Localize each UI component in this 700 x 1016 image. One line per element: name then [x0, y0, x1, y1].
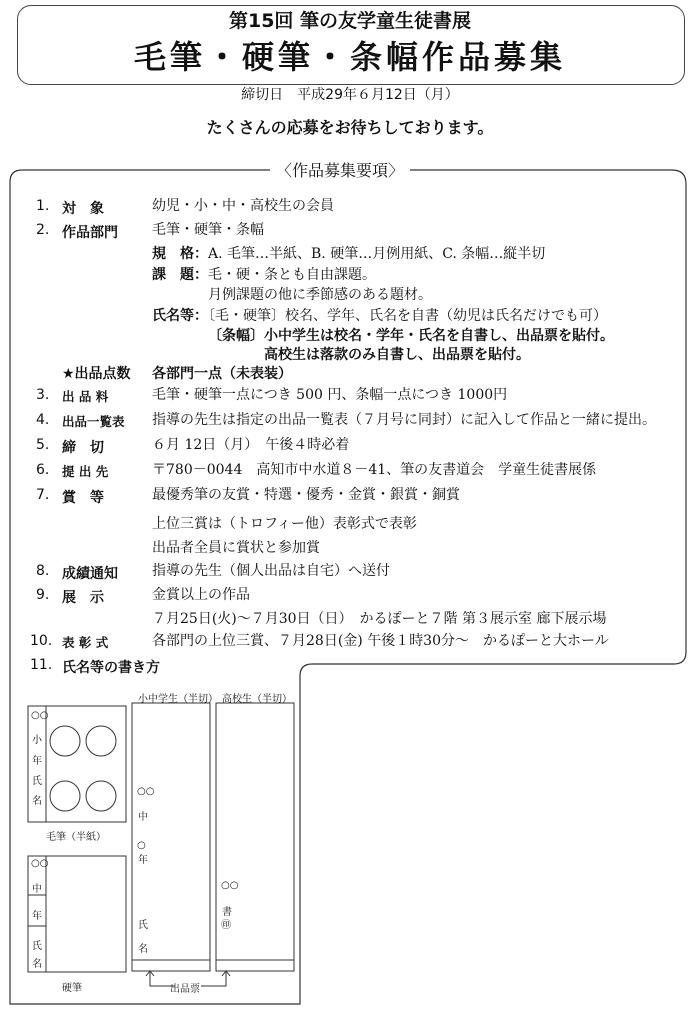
count-text: 各部門一点（未表装）: [152, 366, 292, 382]
brush-caption: 毛筆（半紙）: [46, 832, 106, 843]
item-text: 指導の先生は指定の出品一覧表（７月号に同封）に記入して作品と一緒に提出。: [152, 412, 656, 428]
pen-mei: 名: [32, 959, 42, 970]
jh-middle: 中: [138, 812, 148, 823]
item-text: 毛筆・硬筆一点につき 500 円、条幅一点につき 1000円: [152, 387, 508, 403]
topic-label: 課 題：: [152, 267, 208, 283]
invitation-text: たくさんの応募をお待ちしております。: [206, 118, 494, 137]
item-text: 毛筆・硬筆・条幅: [152, 222, 264, 238]
name-label: 氏名等：: [152, 308, 208, 324]
name-text-2: 〔条幅〕小中学生は校名・学年・氏名を自書し、出品票を貼付。: [208, 328, 614, 344]
jh-circle-year: ○: [137, 840, 146, 851]
pen-shi: 氏: [32, 941, 42, 952]
item-text: 最優秀筆の友賞・特選・優秀・金賞・銀賞・銅賞: [152, 487, 460, 503]
item-number: 9.: [36, 587, 50, 603]
brush-year: 年: [32, 756, 42, 767]
item-number: 7.: [36, 487, 50, 503]
brush-circles: ○○: [31, 710, 49, 721]
item-number: 4.: [36, 412, 50, 428]
item-text: 幼児・小・中・高校生の会員: [152, 198, 334, 214]
brush-small: 小: [32, 735, 42, 746]
award-text-2: 上位三賞は（トロフィー他）表彰式で表彰: [152, 516, 417, 532]
item-label: 成績通知: [62, 566, 118, 582]
hs-caption: 高校生（半切）: [222, 694, 292, 705]
deadline-text: 締切日 平成29年６月12日（月）: [241, 87, 459, 103]
jh-shi: 氏: [138, 920, 148, 931]
item-number: 3.: [36, 387, 50, 403]
ticket-caption: 出品票: [170, 984, 200, 995]
exhibit-text-2: ７月25日(火)～７月30日（日） かるぽーと７階 第３展示室 廊下展示場: [152, 611, 607, 627]
item-label: 展 示: [62, 590, 104, 606]
item-label: 作品部門: [62, 225, 118, 241]
item-number: 8.: [36, 563, 50, 579]
item-label: 締 切: [62, 440, 104, 456]
pen-middle: 中: [32, 884, 42, 895]
item-number: 5.: [36, 437, 50, 453]
item-label: 表 彰 式: [62, 635, 109, 650]
item-text: ６月 12日（月） 午後４時必着: [152, 437, 350, 453]
item-text: 各部門の上位三賞、７月28日(金) 午後１時30分～ かるぽーと大ホール: [152, 633, 609, 649]
brush-mei: 名: [32, 796, 42, 807]
page-title: 毛筆・硬筆・条幅作品募集: [133, 38, 566, 76]
item-label: 出品一覧表: [62, 414, 125, 429]
award-text-3: 出品者全員に賞状と参加賞: [152, 540, 320, 556]
jh-year: 年: [138, 855, 148, 866]
item-number: 10.: [30, 633, 53, 649]
jh-circles: ○○: [137, 786, 155, 797]
topic-text-1: 毛・硬・条とも自由課題。: [208, 267, 376, 283]
item-number: 6.: [36, 462, 50, 478]
name-text-3: 高校生は落款のみ自書し、出品票を貼付。: [264, 347, 530, 363]
pen-caption: 硬筆: [62, 983, 82, 994]
jh-mei: 名: [138, 944, 148, 955]
item-label: 対 象: [62, 201, 104, 217]
name-text-1: 〔毛・硬筆〕校名、学年、氏名を自書（幼児は氏名だけでも可）: [208, 308, 607, 324]
item-label: 氏名等の書き方: [62, 660, 160, 676]
hs-sho: 書: [222, 907, 232, 918]
item-label: 出 品 料: [62, 389, 109, 404]
event-subtitle: 第15回 筆の友学童生徒書展: [228, 10, 472, 32]
item-text: 金賞以上の作品: [152, 587, 250, 603]
hs-seal: ㊞: [221, 920, 231, 931]
topic-text-2: 月例課題の他に季節感のある題材。: [208, 287, 432, 303]
count-label: ★出品点数: [62, 366, 131, 382]
hs-circles: ○○: [221, 880, 239, 891]
item-number: 11.: [30, 657, 53, 673]
section-title: 〈作品募集要項〉: [270, 158, 410, 181]
item-number: 2.: [36, 222, 50, 238]
item-number: 1.: [36, 198, 50, 214]
item-label: 賞 等: [62, 490, 104, 506]
pen-year: 年: [32, 911, 42, 922]
pen-circles: ○○: [31, 858, 49, 869]
brush-shi: 氏: [32, 776, 42, 787]
item-text: 〒780－0044 高知市中水道８－41、筆の友書道会 学童生徒書展係: [152, 462, 597, 478]
spec-label: 規 格：: [152, 246, 208, 262]
jh-caption: 小中学生（半切）: [138, 694, 218, 705]
spec-text: A. 毛筆…半紙、B. 硬筆…月例用紙、C. 条幅…縦半切: [208, 246, 546, 262]
item-label: 提 出 先: [62, 464, 109, 479]
item-text: 指導の先生（個人出品は自宅）へ送付: [152, 563, 390, 579]
